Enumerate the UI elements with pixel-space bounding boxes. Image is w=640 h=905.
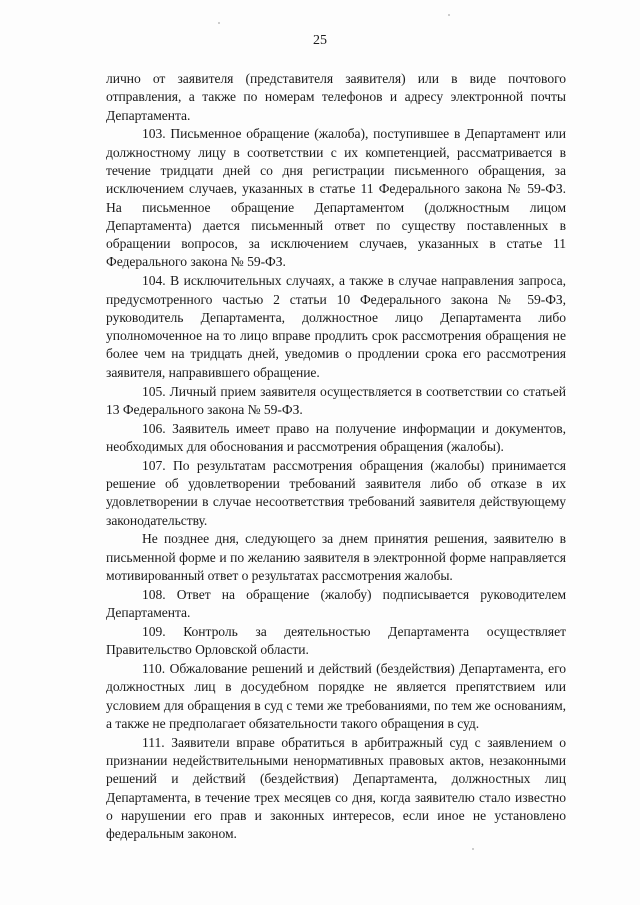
paragraph-109: 109. Контроль за деятельностью Департамента осуществляет Правительство Орловской области. — [106, 623, 566, 658]
paragraph-105: 105. Личный прием заявителя осуществляется в соответствии со статьей 13 Федерального закона № 59-ФЗ. — [106, 383, 566, 417]
page-number: 25 — [313, 33, 327, 48]
paragraph-103: 103. Письменное обращение (жалоба), поступившее в Департамент или должностному лицу в соответствии с их компетенцией, рассматривается в течение тридцати дней со дня регистрации письменного обращения, за исключением случаев, указанных в статье 11 Федерального закона № 59-ФЗ. На письменное обращение Департаментом (должностным лицом Департамента) дается письменный ответ по существу поставленных в обращении вопросов, за исключением случаев, указанных в статье 11 Федерального закона № 59-ФЗ. — [106, 126, 566, 270]
scan-speck — [472, 848, 474, 850]
scan-speck — [448, 14, 450, 16]
paragraph-107: 107. По результатам рассмотрения обращения (жалобы) принимается решение об удовлетворении требований заявителя либо об отказе в их удовлетворении в случае несоответствия требований заявителя действующему законодательству. — [106, 457, 566, 528]
paragraph-104: 104. В исключительных случаях, а также в случае направления запроса, предусмотренного частью 2 статьи 10 Федерального закона № 59-ФЗ, руководитель Департамента, должностное лицо Департамента либо уполномоченное на то лицо вправе продлить срок рассмотрения обращения не более чем на тридцать дней, уведомив о продлении срока его рассмотрения заявителя, направившего обращение. — [106, 273, 566, 380]
document-body — [106, 70, 566, 843]
paragraph-108: 108. Ответ на обращение (жалобу) подписывается руководителем Департамента. — [106, 586, 566, 621]
paragraph-110: 110. Обжалование решений и действий (бездействия) Департамента, его должностных лиц в досудебном порядке не является препятствием или условием для обращения в суд с теми же требованиями, по тем же основаниям, а также не предполагает обязательности такого обращения в суд. — [106, 661, 566, 731]
paragraph-107-response: Не позднее дня, следующего за днем принятия решения, заявителю в письменной форме и по желанию заявителя в электронной форме направляется мотивированный ответ о результатах рассмотрения жалобы. — [106, 531, 566, 584]
paragraph-106: 106. Заявитель имеет право на получение информации и документов, необходимых для обоснования и рассмотрения обращения (жалобы). — [106, 420, 566, 454]
scan-speck — [218, 22, 220, 24]
paragraph-continuation: лично от заявителя (представителя заявителя) или в виде почтового отправления, а также по номерам телефонов и адресу электронной почты Департамента. — [106, 71, 566, 123]
paragraph-111: 111. Заявители вправе обратиться в арбитражный суд с заявлением о признании недействительными ненормативных правовых актов, незаконными решений и действий (бездействия) Департамента, должностных лиц Департамента, в течение трех месяцев со дня, когда заявителю стало известно о нарушении его прав и законных интересов, если иное не установлено федеральным законом. — [106, 734, 566, 842]
